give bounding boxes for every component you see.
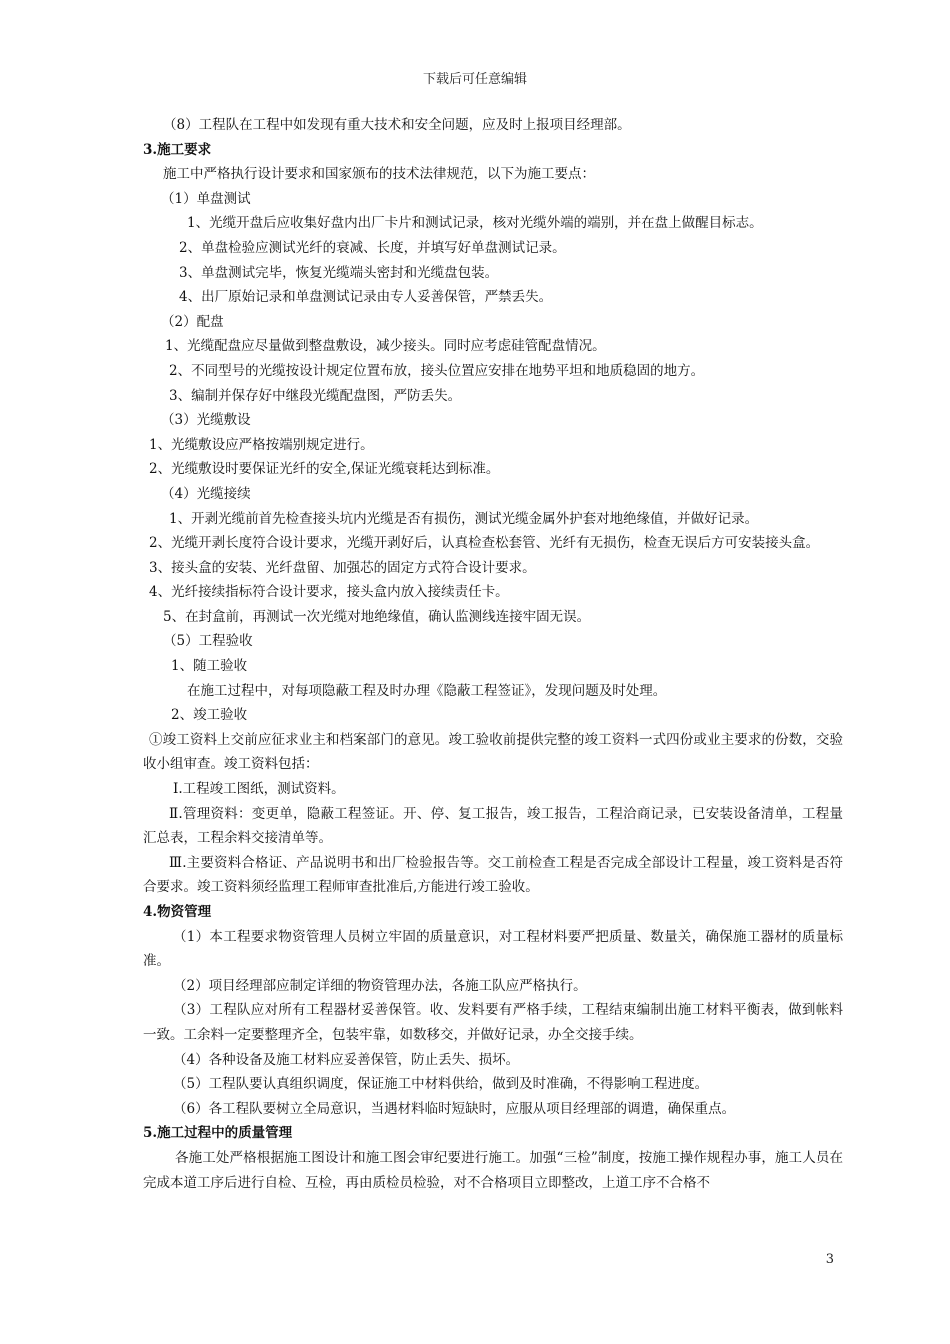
paragraph-line: 各施工处严格根据施工图设计和施工图会审纪要进行施工。加强“三检”制度，按施工操作规程办事，施工人员在完成本道工序后进行自检、互检，再由质检员检验，对不合格项目立即整改，上道工序不合格不 [143, 1149, 843, 1191]
paragraph-line: 在施工过程中，对每项隐蔽工程及时办理《隐蔽工程签证》，发现问题及时处理。 [187, 682, 667, 699]
paragraph-line: （3）光缆敷设 [161, 412, 251, 429]
paragraph-line: （4）各种设备及施工材料应妥善保管，防止丢失、损坏。 [173, 1051, 520, 1068]
paragraph-line: 1、光缆配盘应尽量做到整盘敷设，减少接头。同时应考虑硅管配盘情况。 [165, 338, 606, 355]
paragraph-line: （5）工程验收 [163, 633, 253, 650]
paragraph-line: 1、随工验收 [171, 658, 248, 675]
paragraph-line: 1、光缆敷设应严格按端别规定进行。 [149, 436, 374, 453]
paragraph-line: 3、编制并保存好中继段光缆配盘图，严防丢失。 [169, 387, 462, 404]
paragraph-line: 2、竣工验收 [171, 707, 248, 724]
paragraph-line: 施工中严格执行设计要求和国家颁布的技术法律规范，以下为施工要点： [163, 166, 595, 183]
paragraph-line: 5、在封盒前，再测试一次光缆对地绝缘值，确认监测线连接牢固无误。 [163, 608, 591, 625]
paragraph-line: （1）本工程要求物资管理人员树立牢固的质量意识，对工程材料要严把质量、数量关，确保施工器材的质量标准。 [143, 928, 843, 970]
paragraph-line: Ⅱ.管理资料：变更单，隐蔽工程签证。开、停、复工报告，竣工报告，工程洽商记录，已安装设备清单，工程量汇总表，工程余料交接清单等。 [143, 805, 843, 847]
paragraph-line: ①竣工资料上交前应征求业主和档案部门的意见。竣工验收前提供完整的竣工资料一式四份或业主要求的份数，交验收小组审查。竣工资料包括： [143, 731, 843, 773]
paragraph-line: （2）项目经理部应制定详细的物资管理办法，各施工队应严格执行。 [173, 977, 587, 994]
paragraph-line: 1、光缆开盘后应收集好盘内出厂卡片和测试记录，核对光缆外端的端别，并在盘上做醒目标志。 [187, 215, 763, 232]
paragraph-line: （3）工程队应对所有工程器材妥善保管。收、发料要有严格手续，工程结束编制出施工材料平衡表，做到帐料一致。工余料一定要整理齐全，包装牢靠，如数移交，并做好记录，办全交接手续。 [143, 1002, 843, 1043]
section-heading: 3.施工要求 [143, 141, 212, 158]
paragraph-line: （8）工程队在工程中如发现有重大技术和安全问题，应及时上报项目经理部。 [163, 117, 631, 133]
paragraph-line: （2）配盘 [161, 313, 224, 330]
paragraph-line: （4）光缆接续 [161, 485, 251, 502]
paragraph-line: 2、光缆敷设时要保证光纤的安全,保证光缆衰耗达到标准。 [149, 461, 500, 478]
paragraph-line: Ⅰ.工程竣工图纸，测试资料。 [173, 781, 345, 798]
paragraph-line: 2、光缆开剥长度符合设计要求，光缆开剥好后，认真检查松套管、光纤有无损伤，检查无误后方可安装接头盒。 [149, 535, 820, 552]
paragraph-line: 2、单盘检验应测试光纤的衰减、长度，并填写好单盘测试记录。 [179, 239, 566, 256]
paragraph-line: （6）各工程队要树立全局意识，当遇材料临时短缺时，应服从项目经理部的调遣，确保重点。 [173, 1100, 736, 1117]
page-number: 3 [825, 1252, 834, 1267]
paragraph-line: 1、开剥光缆前首先检查接头坑内光缆是否有损伤，测试光缆金属外护套对地绝缘值，并做好记录。 [169, 510, 759, 527]
paragraph-line: 4、光纤接续指标符合设计要求，接头盒内放入接续责任卡。 [149, 584, 509, 601]
paragraph-line: 4、出厂原始记录和单盘测试记录由专人妥善保管，严禁丢失。 [179, 289, 553, 306]
paragraph-line: （1）单盘测试 [161, 190, 251, 207]
section-heading: 4.物资管理 [143, 904, 212, 920]
paragraph-line: 3、单盘测试完毕，恢复光缆端头密封和光缆盘包装。 [179, 264, 499, 281]
page-header: 下载后可任意编辑 [422, 72, 527, 87]
paragraph-line: 3、接头盒的安装、光纤盘留、加强芯的固定方式符合设计要求。 [149, 559, 536, 576]
paragraph-line: （5）工程队要认真组织调度，保证施工中材料供给，做到及时准确，不得影响工程进度。 [173, 1076, 709, 1093]
document-body [143, 113, 843, 1195]
paragraph-line: 2、不同型号的光缆按设计规定位置布放，接头位置应安排在地势平坦和地质稳固的地方。 [169, 362, 705, 379]
section-heading: 5.施工过程中的质量管理 [143, 1125, 293, 1142]
paragraph-line: Ⅲ.主要资料合格证、产品说明书和出厂检验报告等。交工前检查工程是否完成全部设计工程量，竣工资料是否符合要求。竣工资料须经监理工程师审查批准后,方能进行竣工验收。 [143, 854, 843, 896]
